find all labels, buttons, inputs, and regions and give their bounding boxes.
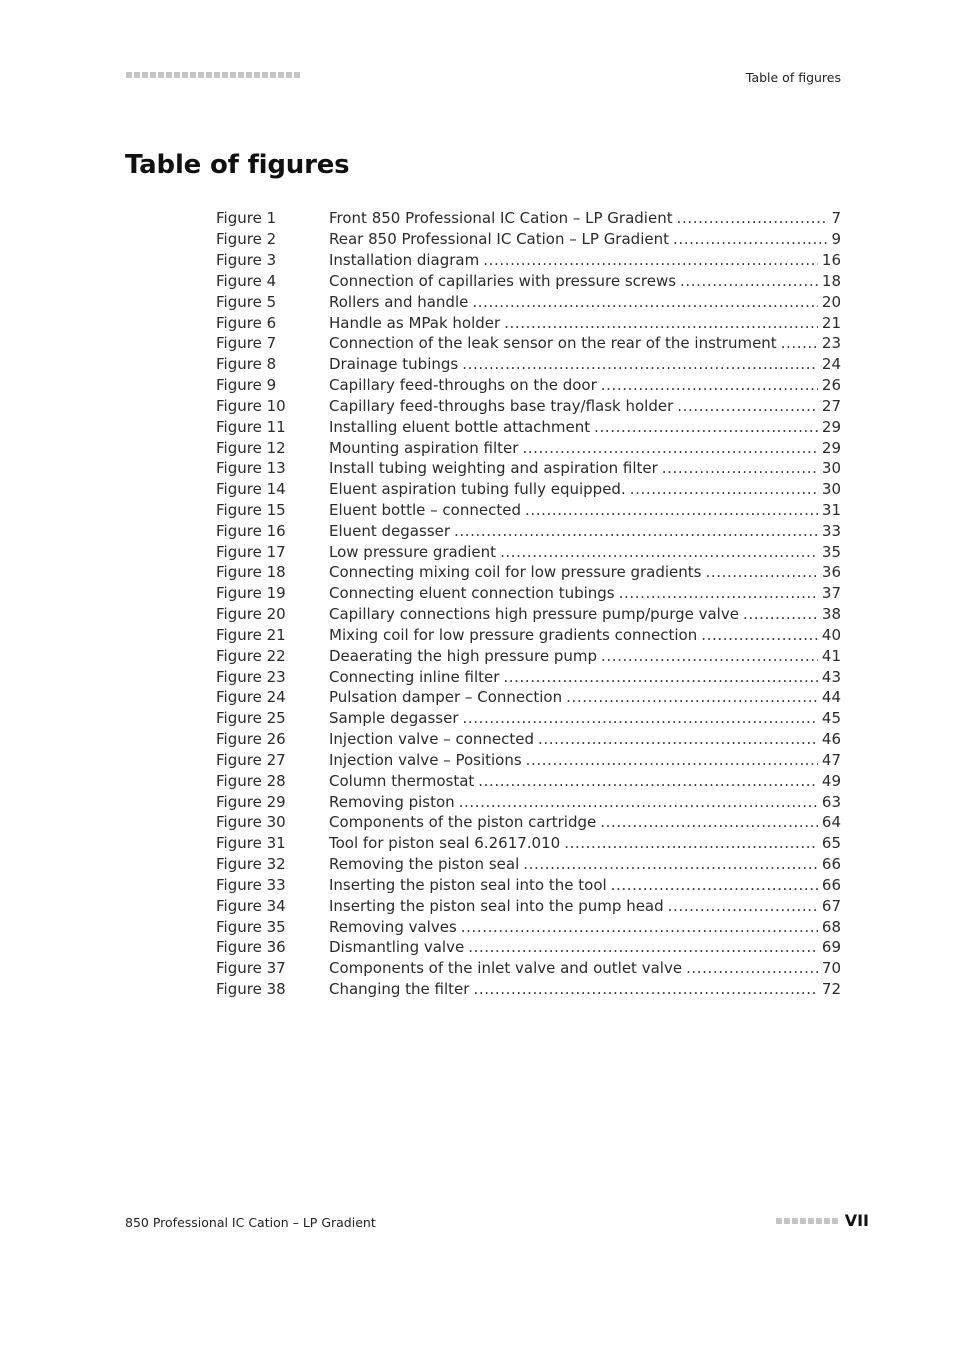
figure-page-number: 24 bbox=[821, 355, 841, 374]
figure-page-number: 63 bbox=[821, 792, 841, 811]
dot-leader bbox=[525, 501, 818, 519]
figure-title: Low pressure gradient bbox=[329, 542, 497, 561]
figure-title: Removing valves bbox=[329, 917, 457, 936]
figure-entry[interactable] bbox=[216, 354, 841, 375]
dot-leader bbox=[611, 876, 818, 894]
figure-title: Capillary feed-throughs base tray/flask holder bbox=[329, 396, 674, 415]
figure-label: Figure 14 bbox=[216, 480, 286, 499]
figure-label: Figure 33 bbox=[216, 875, 286, 894]
figure-title: Column thermostat bbox=[329, 771, 475, 790]
figure-entry[interactable] bbox=[216, 458, 841, 479]
figure-entry[interactable] bbox=[216, 291, 841, 312]
figure-entry[interactable] bbox=[216, 541, 841, 562]
dot-leader bbox=[686, 959, 818, 977]
figure-label: Figure 11 bbox=[216, 417, 286, 436]
dot-leader bbox=[594, 418, 818, 436]
figure-label: Figure 22 bbox=[216, 646, 286, 665]
figure-title: Connection of capillaries with pressure screws bbox=[329, 271, 677, 290]
figure-page-number: 30 bbox=[821, 459, 841, 478]
figure-title: Installing eluent bottle attachment bbox=[329, 417, 591, 436]
figure-entry[interactable] bbox=[216, 750, 841, 771]
running-header: Table of figures bbox=[745, 70, 841, 85]
figure-entry[interactable] bbox=[216, 833, 841, 854]
figure-page-number: 27 bbox=[821, 396, 841, 415]
figure-entry[interactable] bbox=[216, 562, 841, 583]
figure-page-number: 66 bbox=[821, 875, 841, 894]
figure-title: Removing piston bbox=[329, 792, 455, 811]
figure-page-number: 41 bbox=[821, 646, 841, 665]
figure-entry[interactable] bbox=[216, 645, 841, 666]
figure-title: Mixing coil for low pressure gradients connection bbox=[329, 625, 698, 644]
figure-title: Rollers and handle bbox=[329, 292, 469, 311]
dot-leader bbox=[600, 813, 818, 831]
figure-entry[interactable] bbox=[216, 312, 841, 333]
figure-title: Eluent bottle – connected bbox=[329, 501, 521, 519]
dot-leader bbox=[677, 209, 828, 227]
figure-entry[interactable] bbox=[216, 583, 841, 604]
figure-page-number: 44 bbox=[821, 688, 841, 707]
figure-label: Figure 26 bbox=[216, 730, 286, 749]
figure-entry[interactable] bbox=[216, 979, 841, 1000]
figure-label: Figure 7 bbox=[216, 334, 277, 353]
header-decoration bbox=[126, 72, 302, 78]
figure-entry[interactable] bbox=[216, 520, 841, 541]
figure-entry[interactable] bbox=[216, 729, 841, 750]
figure-title: Inserting the piston seal into the tool bbox=[329, 875, 607, 894]
figure-title: Deaerating the high pressure pump bbox=[329, 646, 597, 665]
figure-title: Eluent degasser bbox=[329, 521, 451, 540]
figure-label: Figure 10 bbox=[216, 396, 286, 415]
figure-title: Connecting eluent connection tubings bbox=[329, 584, 615, 603]
figure-label: Figure 12 bbox=[216, 438, 286, 457]
dot-leader bbox=[619, 584, 818, 602]
figure-entry[interactable] bbox=[216, 375, 841, 396]
figure-page-number: 23 bbox=[821, 334, 841, 353]
dot-leader bbox=[566, 688, 818, 706]
figure-label: Figure 36 bbox=[216, 938, 286, 957]
figure-label: Figure 35 bbox=[216, 917, 286, 936]
figure-label: Figure 3 bbox=[216, 251, 277, 270]
figure-label: Figure 31 bbox=[216, 834, 286, 853]
figure-entry[interactable] bbox=[216, 500, 841, 521]
figure-label: Figure 2 bbox=[216, 230, 277, 249]
figure-entry[interactable] bbox=[216, 666, 841, 687]
dot-leader bbox=[662, 459, 818, 477]
figure-entry[interactable] bbox=[216, 437, 841, 458]
figure-entry[interactable] bbox=[216, 479, 841, 500]
dot-leader bbox=[478, 772, 818, 790]
figure-title: Injection valve – connected bbox=[329, 730, 534, 749]
figure-label: Figure 37 bbox=[216, 959, 286, 978]
dot-leader bbox=[504, 314, 818, 332]
dot-leader bbox=[463, 709, 818, 727]
figure-entry[interactable] bbox=[216, 937, 841, 958]
figure-label: Figure 25 bbox=[216, 709, 286, 728]
dot-leader bbox=[781, 334, 818, 352]
figure-label: Figure 28 bbox=[216, 771, 286, 790]
figure-label: Figure 34 bbox=[216, 896, 286, 915]
figure-entry[interactable] bbox=[216, 416, 841, 437]
figure-title: Connection of the leak sensor on the rear of the instrument bbox=[329, 334, 777, 353]
figure-entry[interactable] bbox=[216, 250, 841, 271]
figure-page-number: 16 bbox=[821, 251, 841, 270]
figure-list bbox=[216, 208, 841, 999]
dot-leader bbox=[564, 834, 818, 852]
footer-document-title: 850 Professional IC Cation – LP Gradient bbox=[125, 1215, 376, 1230]
figure-page-number: 31 bbox=[821, 501, 841, 519]
figure-label: Figure 23 bbox=[216, 667, 286, 686]
figure-title: Sample degasser bbox=[329, 709, 459, 728]
footer-page bbox=[776, 1211, 869, 1230]
figure-page-number: 18 bbox=[821, 271, 841, 290]
figure-page-number: 21 bbox=[821, 313, 841, 332]
figure-entry[interactable] bbox=[216, 208, 841, 229]
dot-leader bbox=[461, 918, 818, 936]
figure-title: Rear 850 Professional IC Cation – LP Gradient bbox=[329, 230, 669, 249]
figure-label: Figure 6 bbox=[216, 313, 277, 332]
figure-title: Installation diagram bbox=[329, 251, 480, 270]
figure-label: Figure 19 bbox=[216, 584, 286, 603]
dot-leader bbox=[462, 355, 818, 373]
figure-page-number: 7 bbox=[831, 209, 841, 228]
figure-page-number: 29 bbox=[821, 417, 841, 436]
dot-leader bbox=[503, 668, 818, 686]
figure-label: Figure 16 bbox=[216, 521, 286, 540]
page-number: VII bbox=[844, 1211, 869, 1230]
figure-page-number: 29 bbox=[821, 438, 841, 457]
figure-entry[interactable] bbox=[216, 333, 841, 354]
figure-label: Figure 29 bbox=[216, 792, 286, 811]
figure-title: Capillary feed-throughs on the door bbox=[329, 376, 597, 395]
dot-leader bbox=[468, 938, 818, 956]
dot-leader bbox=[473, 980, 817, 998]
figure-entry[interactable] bbox=[216, 958, 841, 979]
figure-title: Pulsation damper – Connection bbox=[329, 688, 563, 707]
dot-leader bbox=[523, 855, 818, 873]
figure-page-number: 40 bbox=[821, 625, 841, 644]
dot-leader bbox=[454, 522, 818, 540]
figure-title: Front 850 Professional IC Cation – LP Gradient bbox=[329, 209, 673, 228]
figure-title: Tool for piston seal 6.2617.010 bbox=[329, 834, 561, 853]
dot-leader bbox=[701, 626, 818, 644]
figure-entry[interactable] bbox=[216, 270, 841, 291]
figure-page-number: 66 bbox=[821, 855, 841, 874]
figure-page-number: 26 bbox=[821, 376, 841, 395]
figure-page-number: 38 bbox=[821, 605, 841, 624]
figure-label: Figure 32 bbox=[216, 855, 286, 874]
dot-leader bbox=[601, 376, 818, 394]
figure-page-number: 49 bbox=[821, 771, 841, 790]
figure-label: Figure 4 bbox=[216, 271, 277, 290]
figure-label: Figure 5 bbox=[216, 292, 277, 311]
figure-label: Figure 18 bbox=[216, 563, 286, 582]
figure-page-number: 64 bbox=[821, 813, 841, 832]
figure-page-number: 9 bbox=[831, 230, 841, 249]
figure-page-number: 68 bbox=[821, 917, 841, 936]
figure-label: Figure 21 bbox=[216, 625, 286, 644]
figure-page-number: 37 bbox=[821, 584, 841, 603]
figure-entry[interactable] bbox=[216, 812, 841, 833]
figure-page-number: 69 bbox=[821, 938, 841, 957]
figure-title: Handle as MPak holder bbox=[329, 313, 501, 332]
figure-page-number: 30 bbox=[821, 480, 841, 499]
dot-leader bbox=[705, 563, 817, 581]
footer-decoration bbox=[776, 1218, 840, 1224]
figure-label: Figure 38 bbox=[216, 980, 286, 999]
figure-label: Figure 8 bbox=[216, 355, 277, 374]
figure-page-number: 70 bbox=[821, 959, 841, 978]
figure-title: Capillary connections high pressure pump/purge valve bbox=[329, 605, 739, 624]
figure-page-number: 46 bbox=[821, 730, 841, 749]
page-title: Table of figures bbox=[125, 150, 350, 180]
figure-entry[interactable] bbox=[216, 895, 841, 916]
dot-leader bbox=[522, 439, 817, 457]
figure-label: Figure 27 bbox=[216, 750, 286, 769]
figure-label: Figure 24 bbox=[216, 688, 286, 707]
figure-title: Removing the piston seal bbox=[329, 855, 520, 874]
dot-leader bbox=[668, 897, 818, 915]
figure-title: Install tubing weighting and aspiration filter bbox=[329, 459, 658, 478]
dot-leader bbox=[680, 272, 818, 290]
dot-leader bbox=[677, 397, 818, 415]
figure-entry[interactable] bbox=[216, 229, 841, 250]
dot-leader bbox=[630, 480, 818, 498]
figure-entry[interactable] bbox=[216, 708, 841, 729]
dot-leader bbox=[483, 251, 818, 269]
dot-leader bbox=[601, 647, 818, 665]
dot-leader bbox=[472, 293, 818, 311]
figure-title: Connecting mixing coil for low pressure gradients bbox=[329, 563, 702, 582]
figure-entry[interactable] bbox=[216, 687, 841, 708]
figure-page-number: 45 bbox=[821, 709, 841, 728]
dot-leader bbox=[500, 543, 818, 561]
figure-page-number: 20 bbox=[821, 292, 841, 311]
figure-title: Components of the inlet valve and outlet valve bbox=[329, 959, 683, 978]
figure-title: Mounting aspiration filter bbox=[329, 438, 519, 457]
figure-entry[interactable] bbox=[216, 854, 841, 875]
figure-entry[interactable] bbox=[216, 791, 841, 812]
figure-entry[interactable] bbox=[216, 395, 841, 416]
figure-page-number: 65 bbox=[821, 834, 841, 853]
figure-page-number: 33 bbox=[821, 521, 841, 540]
figure-title: Inserting the piston seal into the pump head bbox=[329, 896, 664, 915]
figure-label: Figure 9 bbox=[216, 376, 277, 395]
figure-title: Connecting inline filter bbox=[329, 667, 500, 686]
dot-leader bbox=[459, 793, 818, 811]
figure-label: Figure 13 bbox=[216, 459, 286, 478]
figure-page-number: 36 bbox=[821, 563, 841, 582]
figure-entry[interactable] bbox=[216, 625, 841, 646]
figure-title: Injection valve – Positions bbox=[329, 750, 522, 769]
figure-page-number: 35 bbox=[821, 542, 841, 561]
figure-title: Drainage tubings bbox=[329, 355, 459, 374]
figure-title: Eluent aspiration tubing fully equipped. bbox=[329, 480, 626, 499]
dot-leader bbox=[538, 730, 818, 748]
figure-entry[interactable] bbox=[216, 604, 841, 625]
figure-page-number: 47 bbox=[821, 750, 841, 769]
figure-label: Figure 1 bbox=[216, 209, 277, 228]
figure-label: Figure 15 bbox=[216, 501, 286, 519]
figure-title: Dismantling valve bbox=[329, 938, 465, 957]
figure-title: Changing the filter bbox=[329, 980, 470, 999]
dot-leader bbox=[526, 751, 818, 769]
figure-entry[interactable] bbox=[216, 916, 841, 937]
dot-leader bbox=[673, 230, 827, 248]
figure-entry[interactable] bbox=[216, 875, 841, 896]
dot-leader bbox=[743, 605, 818, 623]
figure-page-number: 43 bbox=[821, 667, 841, 686]
figure-title: Components of the piston cartridge bbox=[329, 813, 597, 832]
figure-label: Figure 20 bbox=[216, 605, 286, 624]
figure-page-number: 67 bbox=[821, 896, 841, 915]
figure-entry[interactable] bbox=[216, 770, 841, 791]
figure-label: Figure 30 bbox=[216, 813, 286, 832]
figure-page-number: 72 bbox=[821, 980, 841, 999]
figure-label: Figure 17 bbox=[216, 542, 286, 561]
